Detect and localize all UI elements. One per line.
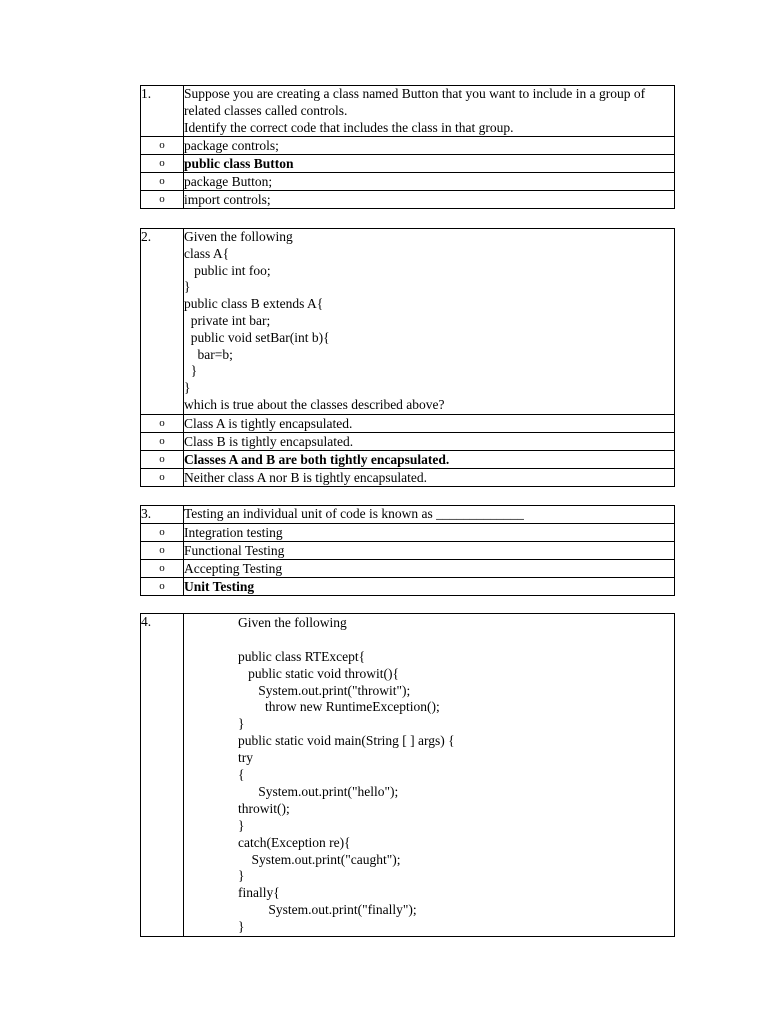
code-line: public static void main(String [ ] args) {	[238, 733, 455, 749]
bullet-icon: o	[141, 173, 184, 191]
code-line: {	[238, 767, 245, 783]
option-row[interactable]	[141, 173, 675, 191]
option-row[interactable]	[141, 541, 675, 559]
option-row[interactable]	[141, 414, 675, 432]
bullet-icon: o	[141, 541, 184, 559]
option-text[interactable]: package Button;	[184, 173, 675, 191]
bullet-icon: o	[141, 414, 184, 432]
question-row	[141, 86, 675, 137]
question-row	[141, 614, 675, 937]
code-line: public class B extends A{	[184, 296, 324, 312]
option-text[interactable]: Integration testing	[184, 523, 675, 541]
option-row[interactable]	[141, 559, 675, 577]
bullet-icon: o	[141, 155, 184, 173]
code-line: public static void throwit(){	[238, 665, 399, 681]
question-3-table	[140, 505, 675, 596]
option-row-correct[interactable]	[141, 450, 675, 468]
bullet-icon: o	[141, 450, 184, 468]
question-number: 1.	[141, 86, 184, 137]
option-text[interactable]: Class B is tightly encapsulated.	[184, 432, 675, 450]
code-line: finally{	[238, 885, 280, 901]
code-line: System.out.print("caught");	[238, 851, 401, 867]
option-row[interactable]	[141, 137, 675, 155]
question-prompt	[184, 86, 675, 137]
question-row	[141, 229, 675, 415]
prompt-line: Identify the correct code that includes the class in that group.	[184, 119, 514, 135]
option-text[interactable]: Neither class A nor B is tightly encapsulated.	[184, 468, 675, 486]
code-line: }	[184, 279, 191, 295]
code-line: public int foo;	[184, 262, 271, 278]
prompt-line: which is true about the classes described above?	[184, 396, 445, 412]
question-prompt: Testing an individual unit of code is known as _____________	[184, 506, 675, 524]
option-text[interactable]: package controls;	[184, 137, 675, 155]
option-text-correct[interactable]: public class Button	[184, 155, 675, 173]
option-row-correct[interactable]	[141, 155, 675, 173]
question-1-table	[140, 85, 675, 209]
option-row[interactable]	[141, 191, 675, 209]
question-number: 3.	[141, 506, 184, 524]
blank-line	[238, 632, 668, 649]
question-prompt	[184, 229, 675, 415]
question-number: 2.	[141, 229, 184, 415]
code-line: }	[238, 868, 245, 884]
bullet-icon: o	[141, 432, 184, 450]
option-row-correct[interactable]	[141, 577, 675, 595]
prompt-line: Suppose you are creating a class named Button that you want to include in a group of related classes called controls.	[184, 86, 646, 118]
question-4-table	[140, 613, 675, 937]
bullet-icon: o	[141, 137, 184, 155]
question-row	[141, 506, 675, 524]
code-line: throwit();	[238, 800, 290, 816]
code-line: }	[238, 716, 245, 732]
option-text[interactable]: Functional Testing	[184, 541, 675, 559]
code-line: bar=b;	[184, 346, 233, 362]
code-line: }	[184, 363, 198, 379]
bullet-icon: o	[141, 577, 184, 595]
question-prompt	[184, 614, 675, 937]
option-text[interactable]: Class A is tightly encapsulated.	[184, 414, 675, 432]
option-row[interactable]	[141, 432, 675, 450]
code-line: System.out.print("finally");	[238, 902, 417, 918]
code-line: System.out.print("throwit");	[238, 682, 411, 698]
code-line: }	[184, 380, 191, 396]
prompt-line: Given the following	[184, 229, 293, 244]
code-line: System.out.print("hello");	[238, 783, 399, 799]
code-line: }	[238, 919, 245, 935]
option-text-correct[interactable]: Unit Testing	[184, 577, 675, 595]
bullet-icon: o	[141, 559, 184, 577]
option-text-correct[interactable]: Classes A and B are both tightly encapsulated.	[184, 450, 675, 468]
code-line: public class RTExcept{	[238, 648, 366, 664]
code-line: try	[238, 750, 253, 766]
question-number: 4.	[141, 614, 184, 937]
code-line: throw new RuntimeException();	[238, 699, 440, 715]
option-text[interactable]: import controls;	[184, 191, 675, 209]
code-line: }	[238, 817, 245, 833]
bullet-icon: o	[141, 523, 184, 541]
option-row[interactable]	[141, 523, 675, 541]
question-2-table	[140, 228, 675, 487]
prompt-line: Given the following	[238, 615, 347, 630]
code-line: public void setBar(int b){	[184, 329, 330, 345]
code-line: class A{	[184, 245, 230, 261]
code-line: catch(Exception re){	[238, 834, 351, 850]
option-text[interactable]: Accepting Testing	[184, 559, 675, 577]
bullet-icon: o	[141, 468, 184, 486]
option-row[interactable]	[141, 468, 675, 486]
bullet-icon: o	[141, 191, 184, 209]
code-line: private int bar;	[184, 312, 271, 328]
